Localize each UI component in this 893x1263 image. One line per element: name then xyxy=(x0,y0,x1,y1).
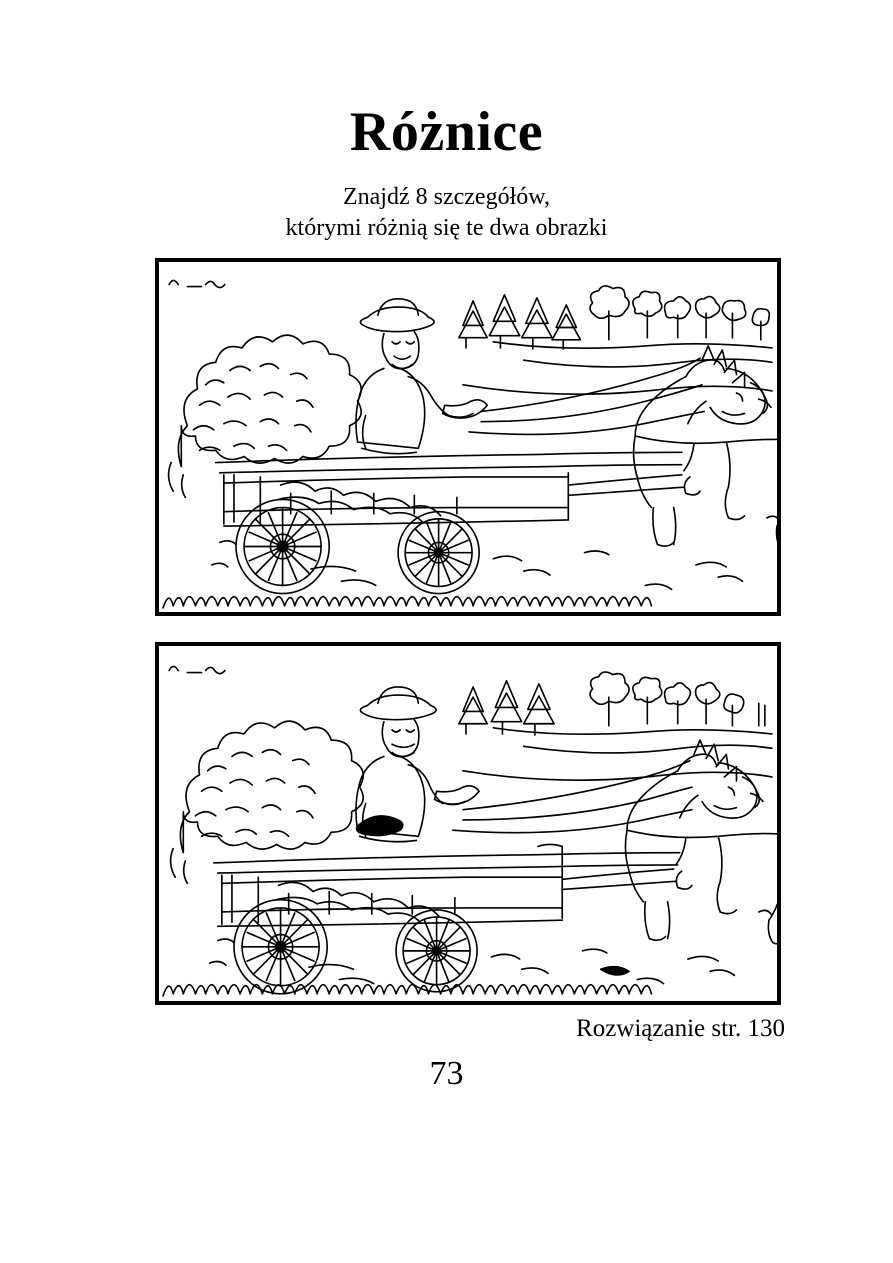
driver-figure xyxy=(356,687,479,842)
deciduous-trees xyxy=(590,672,765,726)
solution-reference: Rozwiązanie str. 130 xyxy=(576,1015,785,1042)
subtitle-line-1: Znajdź 8 szczegółów, xyxy=(342,184,551,210)
horizon-lines xyxy=(463,728,772,780)
cart-figure xyxy=(216,452,684,593)
subtitle-line-2: którymi różnią się te dwa obrazki xyxy=(285,215,608,241)
reins xyxy=(469,358,704,434)
grass-baseline xyxy=(163,597,651,608)
picture-bottom-illustration xyxy=(159,646,777,1001)
sun-icon xyxy=(169,666,225,673)
page-title: Różnice xyxy=(349,101,544,163)
reins xyxy=(453,761,692,833)
grass-baseline xyxy=(163,985,651,996)
picture-top-illustration xyxy=(159,262,777,612)
conifer-trees xyxy=(459,681,554,735)
picture-top-frame xyxy=(155,258,781,616)
page-subtitle xyxy=(0,182,893,244)
picture-bottom-frame xyxy=(155,642,781,1005)
page-number: 73 xyxy=(429,1055,464,1092)
bush-cluster xyxy=(169,335,362,497)
deciduous-trees xyxy=(590,286,769,340)
conifer-trees xyxy=(459,295,581,349)
sun-icon xyxy=(169,280,225,287)
horse-figure xyxy=(625,740,777,944)
